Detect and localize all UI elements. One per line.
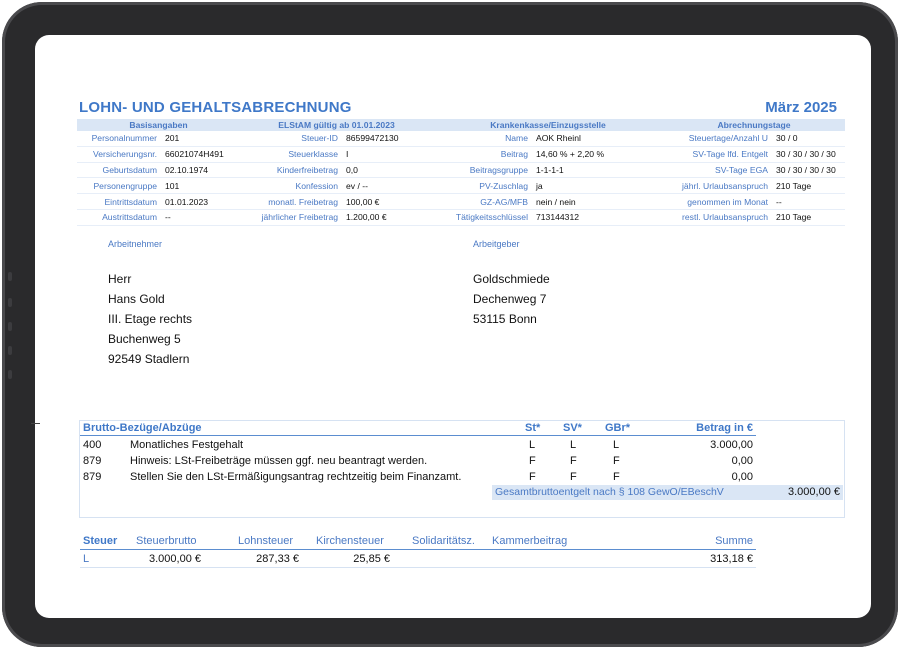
info-value: I bbox=[343, 146, 433, 162]
row-amount: 0,00 bbox=[731, 471, 753, 483]
info-label: Steuerklasse bbox=[240, 146, 343, 162]
info-value: 0,0 bbox=[343, 162, 433, 178]
row-gbr: F bbox=[613, 471, 620, 483]
side-button bbox=[8, 322, 12, 331]
tax-steuerbrutto: 3.000,00 € bbox=[149, 553, 201, 565]
row-text: Stellen Sie den LSt-Ermäßigungsantrag rechtzeitig beim Finanzamt. bbox=[130, 471, 462, 483]
info-label: Versicherungsnr. bbox=[77, 146, 162, 162]
info-value: 30 / 0 bbox=[773, 131, 845, 146]
info-label: Austrittsdatum bbox=[77, 209, 162, 225]
address-line: Goldschmiede bbox=[473, 272, 550, 286]
tax-header-kammer: Kammerbeitrag bbox=[492, 535, 568, 547]
gross-total-label: Gesamtbruttoentgelt nach § 108 GewO/EBeschV bbox=[492, 485, 758, 500]
info-value: 713144312 bbox=[533, 209, 663, 225]
info-row bbox=[77, 178, 845, 194]
gross-total-value: 3.000,00 € bbox=[755, 485, 843, 500]
address-line: 53115 Bonn bbox=[473, 312, 537, 326]
side-button bbox=[8, 272, 12, 281]
info-row bbox=[77, 131, 845, 146]
info-table bbox=[77, 119, 845, 226]
address-line: 92549 Stadlern bbox=[108, 352, 190, 366]
tax-header-summe: Summe bbox=[715, 535, 753, 547]
row-amount: 3.000,00 bbox=[710, 439, 753, 451]
info-value: 86599472130 bbox=[343, 131, 433, 146]
info-label: jährlicher Freibetrag bbox=[240, 209, 343, 225]
info-value: 210 Tage bbox=[773, 209, 845, 225]
row-text: Hinweis: LSt-Freibeträge müssen ggf. neu beantragt werden. bbox=[130, 455, 428, 467]
tax-summe: 313,18 € bbox=[710, 553, 753, 565]
section-basisangaben: Basisangaben bbox=[77, 119, 240, 131]
info-label: GZ-AG/MFB bbox=[433, 194, 533, 210]
side-button bbox=[8, 346, 12, 355]
info-label: Name bbox=[433, 131, 533, 146]
tax-kirchensteuer: 25,85 € bbox=[353, 553, 390, 565]
info-row bbox=[77, 162, 845, 178]
section-krankenkasse: Krankenkasse/Einzugsstelle bbox=[433, 119, 663, 131]
employee-label: Arbeitnehmer bbox=[108, 239, 163, 249]
row-code: 879 bbox=[83, 455, 102, 467]
employer-address bbox=[473, 269, 550, 329]
info-value: 1.200,00 € bbox=[343, 209, 433, 225]
side-button bbox=[8, 370, 12, 379]
row-gbr: L bbox=[613, 439, 620, 451]
section-elstam: ELStAM gültig ab 01.01.2023 bbox=[240, 119, 433, 131]
info-label: monatl. Freibetrag bbox=[240, 194, 343, 210]
row-text: Monatliches Festgehalt bbox=[130, 439, 244, 451]
address-line: III. Etage rechts bbox=[108, 312, 193, 326]
col-header-st: St* bbox=[525, 422, 541, 434]
document-month: März 2025 bbox=[765, 99, 837, 116]
info-value: 66021074H491 bbox=[162, 146, 240, 162]
info-value: ja bbox=[533, 178, 663, 194]
tax-header-lohnsteuer: Lohnsteuer bbox=[238, 535, 294, 547]
info-label: genommen im Monat bbox=[663, 194, 773, 210]
employee-address bbox=[108, 269, 192, 369]
info-value: ev / -- bbox=[343, 178, 433, 194]
info-label: jährl. Urlaubsanspruch bbox=[663, 178, 773, 194]
tax-lohnsteuer: 287,33 € bbox=[256, 553, 299, 565]
info-section-header bbox=[77, 119, 845, 131]
info-row bbox=[77, 146, 845, 162]
info-row bbox=[77, 209, 845, 225]
tax-header-steuer: Steuer bbox=[83, 535, 118, 547]
row-sv: F bbox=[570, 455, 577, 467]
info-value: 1-1-1-1 bbox=[533, 162, 663, 178]
tax-class: L bbox=[83, 553, 90, 565]
info-label: Personengruppe bbox=[77, 178, 162, 194]
document-title: LOHN- UND GEHALTSABRECHNUNG bbox=[79, 99, 352, 116]
info-label: SV-Tage EGA bbox=[663, 162, 773, 178]
col-header-gbr: GBr* bbox=[605, 422, 631, 434]
row-code: 879 bbox=[83, 471, 102, 483]
payslip-document bbox=[35, 35, 871, 618]
row-st: F bbox=[529, 455, 536, 467]
info-label: PV-Zuschlag bbox=[433, 178, 533, 194]
row-amount: 0,00 bbox=[731, 455, 753, 467]
row-code: 400 bbox=[83, 439, 102, 451]
info-row bbox=[77, 194, 845, 210]
address-line: Buchenweg 5 bbox=[108, 332, 181, 346]
side-button bbox=[8, 298, 12, 307]
tablet-frame bbox=[2, 2, 898, 647]
info-value: 14,60 % + 2,20 % bbox=[533, 146, 663, 162]
info-value: 01.01.2023 bbox=[162, 194, 240, 210]
tax-header-steuerbrutto: Steuerbrutto bbox=[136, 535, 197, 547]
row-st: F bbox=[529, 471, 536, 483]
employer-label: Arbeitgeber bbox=[473, 239, 520, 249]
info-label: Tätigkeitsschlüssel bbox=[433, 209, 533, 225]
info-value: 201 bbox=[162, 131, 240, 146]
address-line: Hans Gold bbox=[108, 292, 165, 306]
info-label: Konfession bbox=[240, 178, 343, 194]
info-value: 101 bbox=[162, 178, 240, 194]
info-value: 100,00 € bbox=[343, 194, 433, 210]
info-label: Steuer-ID bbox=[240, 131, 343, 146]
row-gbr: F bbox=[613, 455, 620, 467]
col-header-sv: SV* bbox=[563, 422, 582, 434]
info-value: 210 Tage bbox=[773, 178, 845, 194]
address-line: Dechenweg 7 bbox=[473, 292, 547, 306]
tax-header-kirchensteuer: Kirchensteuer bbox=[316, 535, 384, 547]
info-value: nein / nein bbox=[533, 194, 663, 210]
info-label: Kinderfreibetrag bbox=[240, 162, 343, 178]
info-label: Personalnummer bbox=[77, 131, 162, 146]
tax-bottom-rule bbox=[80, 567, 756, 568]
info-label: Eintrittsdatum bbox=[77, 194, 162, 210]
brutto-title: Brutto-Bezüge/Abzüge bbox=[83, 422, 202, 434]
info-label: Geburtsdatum bbox=[77, 162, 162, 178]
info-value: -- bbox=[162, 209, 240, 225]
tax-header-rule bbox=[80, 549, 756, 550]
info-value: 30 / 30 / 30 / 30 bbox=[773, 146, 845, 162]
row-sv: L bbox=[570, 439, 577, 451]
brutto-header-rule bbox=[80, 435, 756, 436]
info-label: SV-Tage lfd. Entgelt bbox=[663, 146, 773, 162]
info-value: 30 / 30 / 30 / 30 bbox=[773, 162, 845, 178]
info-label: restl. Urlaubsanspruch bbox=[663, 209, 773, 225]
info-label: Steuertage/Anzahl U bbox=[663, 131, 773, 146]
col-header-amount: Betrag in € bbox=[696, 422, 753, 434]
info-label: Beitragsgruppe bbox=[433, 162, 533, 178]
tax-header-soli: Solidaritätsz. bbox=[412, 535, 475, 547]
address-line: Herr bbox=[108, 272, 132, 286]
info-value: AOK Rheinl bbox=[533, 131, 663, 146]
info-label: Beitrag bbox=[433, 146, 533, 162]
info-value: -- bbox=[773, 194, 845, 210]
row-sv: F bbox=[570, 471, 577, 483]
margin-mark bbox=[31, 423, 40, 424]
row-st: L bbox=[529, 439, 536, 451]
info-value: 02.10.1974 bbox=[162, 162, 240, 178]
section-abrechnungstage: Abrechnungstage bbox=[663, 119, 845, 131]
